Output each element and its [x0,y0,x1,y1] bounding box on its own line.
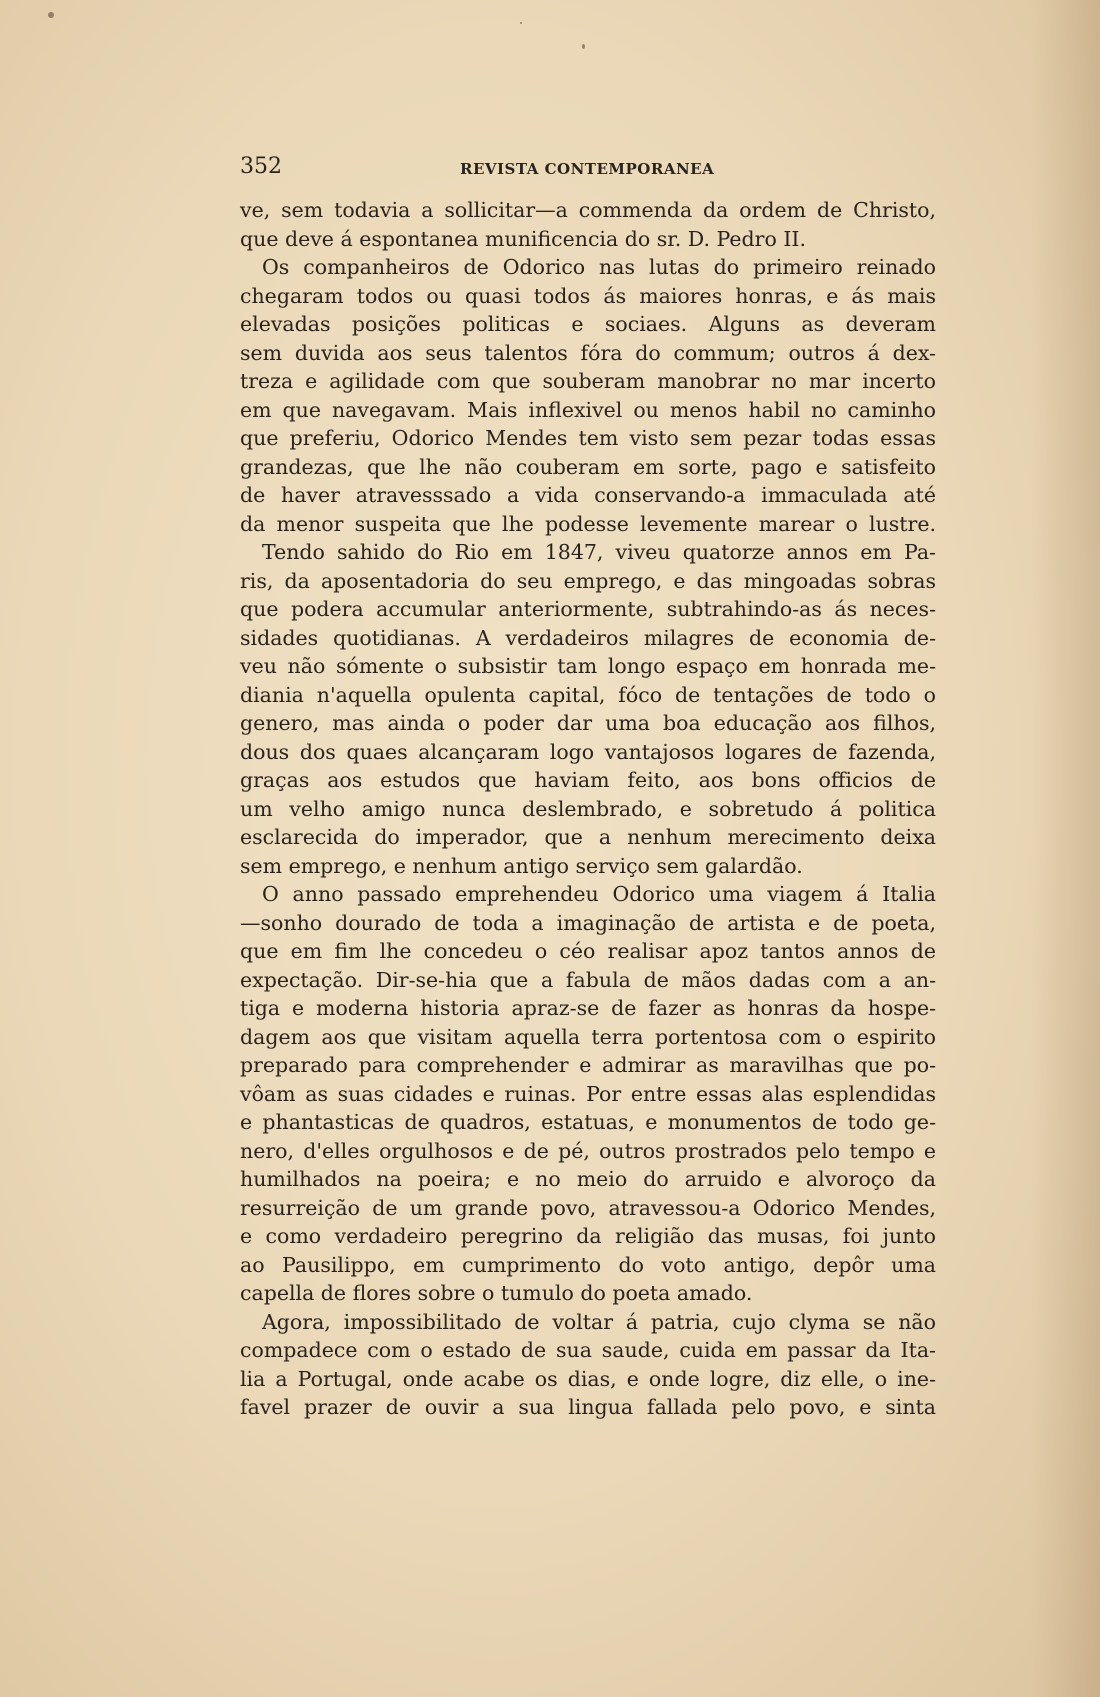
text-line: e phantasticas de quadros, estatuas, e monumentos de todo ge- [240,1110,936,1134]
text-line: grandezas, que lhe não couberam em sorte, pago e satisfeito [240,454,936,479]
text-line: lia a Portugal, onde acabe os dias, e onde logre, diz elle, o ine- [240,1366,936,1391]
text-line: ve, sem todavia a sollicitar—a commenda da ordem de Christo, [240,198,936,222]
text-line: que em fim lhe concedeu o céo realisar apoz tantos annos de [240,939,936,963]
text-line: elevadas posições politicas e sociaes. Alguns as deveram [240,312,936,336]
text-line: sem emprego, e nenhum antigo serviço sem galardão. [240,853,803,878]
text-line: —sonho dourado de toda a imaginação de artista e de poeta, [240,910,936,935]
text-line: e como verdadeiro peregrino da religião das musas, foi junto [240,1224,936,1248]
text-line: graças aos estudos que haviam feito, aos bons officios de [240,768,936,792]
text-line: O anno passado emprehendeu Odorico uma viagem á Italia [262,882,936,906]
text-line: compadece com o estado de sua saude, cuida em passar da Ita- [240,1338,936,1362]
text-line: ris, da aposentadoria do seu emprego, e das mingoadas sobras [240,568,936,593]
text-line: preparado para comprehender e admirar as maravilhas que po- [240,1053,936,1077]
text-line: Tendo sahido do Rio em 1847, viveu quatorze annos em Pa- [262,540,936,564]
page-header [240,154,936,184]
text-line: sidades quotidianas. A verdadeiros milagres de economia de- [240,625,936,650]
text-line: vôam as suas cidades e ruinas. Por entre essas alas esplendidas [240,1081,936,1106]
text-line: veu não sómente o subsistir tam longo espaço em honrada me- [240,654,936,678]
text-line: ao Pausilippo, em cumprimento do voto antigo, depôr uma [240,1252,936,1277]
text-line: treza e agilidade com que souberam manobrar no mar incerto [240,369,936,393]
text-line: nero, d'elles orgulhosos e de pé, outros prostrados pelo tempo e [240,1138,936,1163]
text-line: resurreição de um grande povo, atravessou-a Odorico Mendes, [240,1195,936,1220]
text-line: que deve á espontanea munificencia do sr. D. Pedro II. [240,226,807,251]
text-line: favel prazer de ouvir a sua lingua fallada pelo povo, e sinta [240,1395,936,1419]
text-line: que podera accumular anteriormente, subtrahindo-as ás neces- [240,597,936,621]
text-line: esclarecida do imperador, que a nenhum merecimento deixa [240,825,936,849]
text-line: genero, mas ainda o poder dar uma boa educação aos filhos, [240,711,936,735]
text-line: diania n'aquella opulenta capital, fóco de tentações de todo o [240,682,936,707]
text-line: sem duvida aos seus talentos fóra do commum; outros á dex- [240,340,936,365]
text-line: chegaram todos ou quasi todos ás maiores honras, e ás mais [240,283,936,308]
text-line: de haver atravesssado a vida conservando-a immaculada até [240,483,936,507]
text-line: capella de flores sobre o tumulo do poeta amado. [240,1281,753,1305]
ink-speck [582,44,585,49]
text-line: dagem aos que visitam aquella terra portentosa com o espirito [240,1024,936,1049]
text-line: dous dos quaes alcançaram logo vantajosos logares de fazenda, [240,739,936,764]
text-line: humilhados na poeira; e no meio do arruido e alvoroço da [240,1167,936,1191]
text-line: tiga e moderna historia apraz-se de fazer as honras da hospe- [240,996,936,1020]
text-line: da menor suspeita que lhe podesse levemente marear o lustre. [240,511,936,536]
running-head: REVISTA CONTEMPORANEA [460,160,715,178]
ink-speck [48,12,54,18]
ink-speck [520,22,522,24]
text-line: que preferiu, Odorico Mendes tem visto sem pezar todas essas [240,426,936,450]
page-number: 352 [240,154,282,179]
text-line: Os companheiros de Odorico nas lutas do primeiro reinado [262,255,936,279]
text-line: expectação. Dir-se-hia que a fabula de mãos dadas com a an- [240,967,936,992]
text-line: um velho amigo nunca deslembrado, e sobretudo á politica [240,796,936,821]
body-text [240,196,936,1422]
text-line: em que navegavam. Mais inflexivel ou menos habil no caminho [240,397,936,422]
page-edge-shadow [1030,0,1100,1697]
text-line: Agora, impossibilitado de voltar á patria, cujo clyma se não [262,1309,936,1334]
